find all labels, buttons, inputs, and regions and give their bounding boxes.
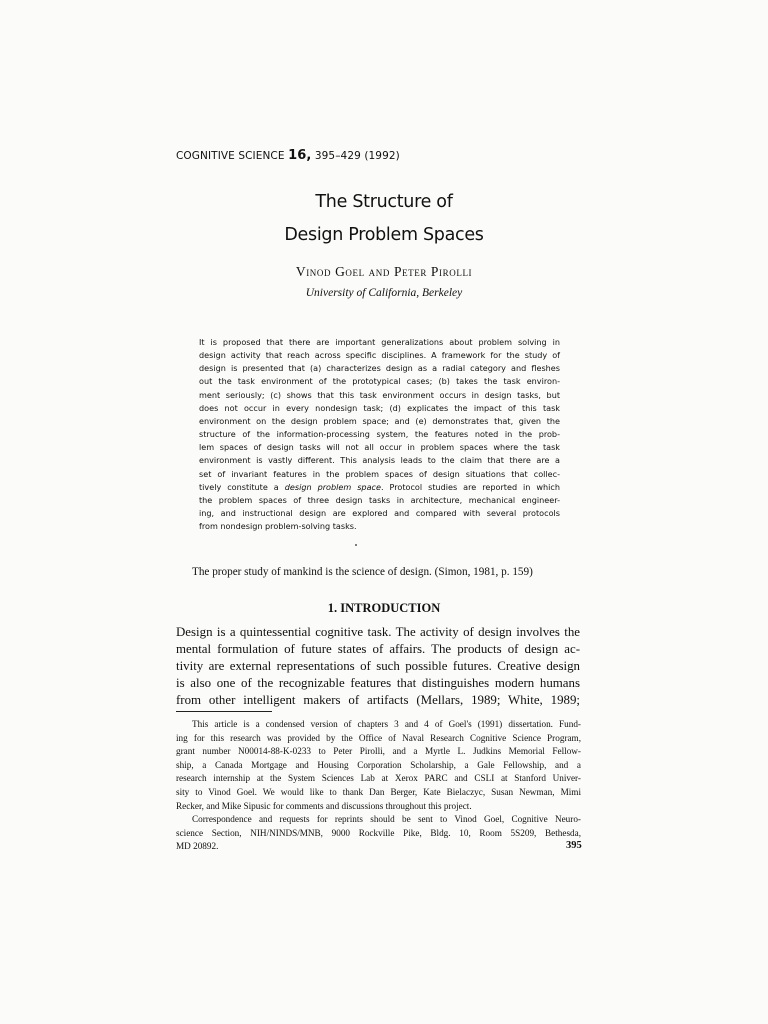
journal-name: COGNITIVE SCIENCE [176, 150, 285, 162]
paper-authors [0, 264, 768, 280]
abstract-line: ing, and instructional design are explored and compared with several protocols [199, 508, 560, 519]
journal-volume: 16, [288, 148, 312, 163]
footnote-rule [176, 711, 272, 712]
abstract-line: environment on the design problem space; and (e) demonstrates that, given the [199, 415, 560, 426]
epigraph: The proper study of mankind is the science of design. (Simon, 1981, p. 159) [192, 566, 533, 578]
abstract-line: from nondesign problem-solving tasks. [199, 521, 357, 532]
abstract-line: lem spaces of design tasks will not all occur in problem spaces where the task [199, 442, 560, 453]
section-heading: 1. INTRODUCTION [327, 601, 441, 615]
abstract-line: ment seriously; (c) shows that this task environment occurs in design tasks, but [199, 389, 560, 400]
footnote-line: ing for this research was provided by the Office of Naval Research Cognitive Science Program, [176, 732, 581, 743]
abstract-line [199, 481, 560, 494]
footnote-line: MD 20892. [176, 841, 219, 852]
footnote-line: This article is a condensed version of chapters 3 and 4 of Goel's (1991) dissertation. Fund- [192, 719, 581, 729]
abstract-text: tively constitute a [199, 481, 285, 492]
abstract-line: design activity that reach across specific disciplines. A framework for the study of [199, 350, 560, 361]
abstract-line: It is proposed that there are important generalizations about problem solving in [199, 337, 560, 347]
abstract-term-emphasis: design problem space [284, 481, 381, 492]
body-line: mental formulation of future states of affairs. The products of design ac- [176, 642, 580, 657]
author-affiliation: University of California, Berkeley [305, 287, 463, 299]
abstract-line: set of invariant features in the problem spaces of design situations that collec- [199, 468, 560, 479]
abstract-line: the problem spaces of three design tasks in architecture, mechanical engineer- [199, 494, 560, 505]
footnote-line: Recker, and Mike Sipusic for comments and discussions throughout this project. [176, 800, 472, 811]
footnote-line: ship, a Canada Mortgage and Housing Corporation Scholarship, a Gale Fellowship, and a [176, 759, 581, 770]
footnote-line: research internship at the System Sciences Lab at Xerox PARC and CSLI at Stanford Univer- [176, 773, 581, 784]
footnote-line: grant number N00014-88-K-0233 to Peter Pirolli, and a Myrtle L. Judkins Memorial Fellow- [176, 746, 581, 757]
body-line: Design is a quintessential cognitive task. The activity of design involves the [176, 625, 580, 639]
body-line: from other intelligent makers of artifacts (Mellars, 1989; White, 1989; [176, 693, 580, 708]
abstract-line: does not occur in every nondesign task; (d) explicates the impact of this task [199, 402, 560, 413]
author-names: Vinod Goel and Peter Pirolli [295, 264, 473, 279]
footnote-line: Correspondence and requests for reprints should be sent to Vinod Goel, Cognitive Neuro- [192, 814, 581, 825]
footnote-line: sity to Vinod Goel. We would like to thank Dan Berger, Kate Bielaczyc, Susan Newman, Mimi [176, 786, 581, 797]
body-text [176, 624, 580, 709]
paper-title [0, 186, 768, 252]
body-line: is also one of the recognizable features that distinguishes modern humans [176, 676, 580, 691]
abstract-text: . Protocol studies are reported in which [380, 481, 560, 492]
journal-pages-year: 395–429 (1992) [314, 150, 400, 162]
abstract-line: environment is vastly different. This analysis leads to the claim that there are a [199, 455, 560, 466]
abstract-line: design is presented that (a) characterizes design as a radial category and fleshes [199, 363, 560, 374]
footnotes [176, 718, 581, 854]
journal-citation [176, 148, 400, 163]
scan-speck [355, 544, 357, 546]
abstract-line: structure of the information-processing system, the features noted in the prob- [199, 429, 560, 440]
title-line-2: Design Problem Spaces [284, 225, 484, 245]
footnote-line: science Section, NIH/NINDS/MNB, 9000 Rockville Pike, Bldg. 10, Room 5S209, Bethesda, [176, 827, 581, 838]
abstract [199, 336, 560, 533]
page-number: 395 [566, 840, 582, 851]
abstract-line: out the task environment of the prototypical cases; (b) takes the task environ- [199, 376, 560, 387]
title-line-1: The Structure of [315, 192, 453, 212]
body-line: tivity are external representations of such possible futures. Creative design [176, 659, 580, 674]
